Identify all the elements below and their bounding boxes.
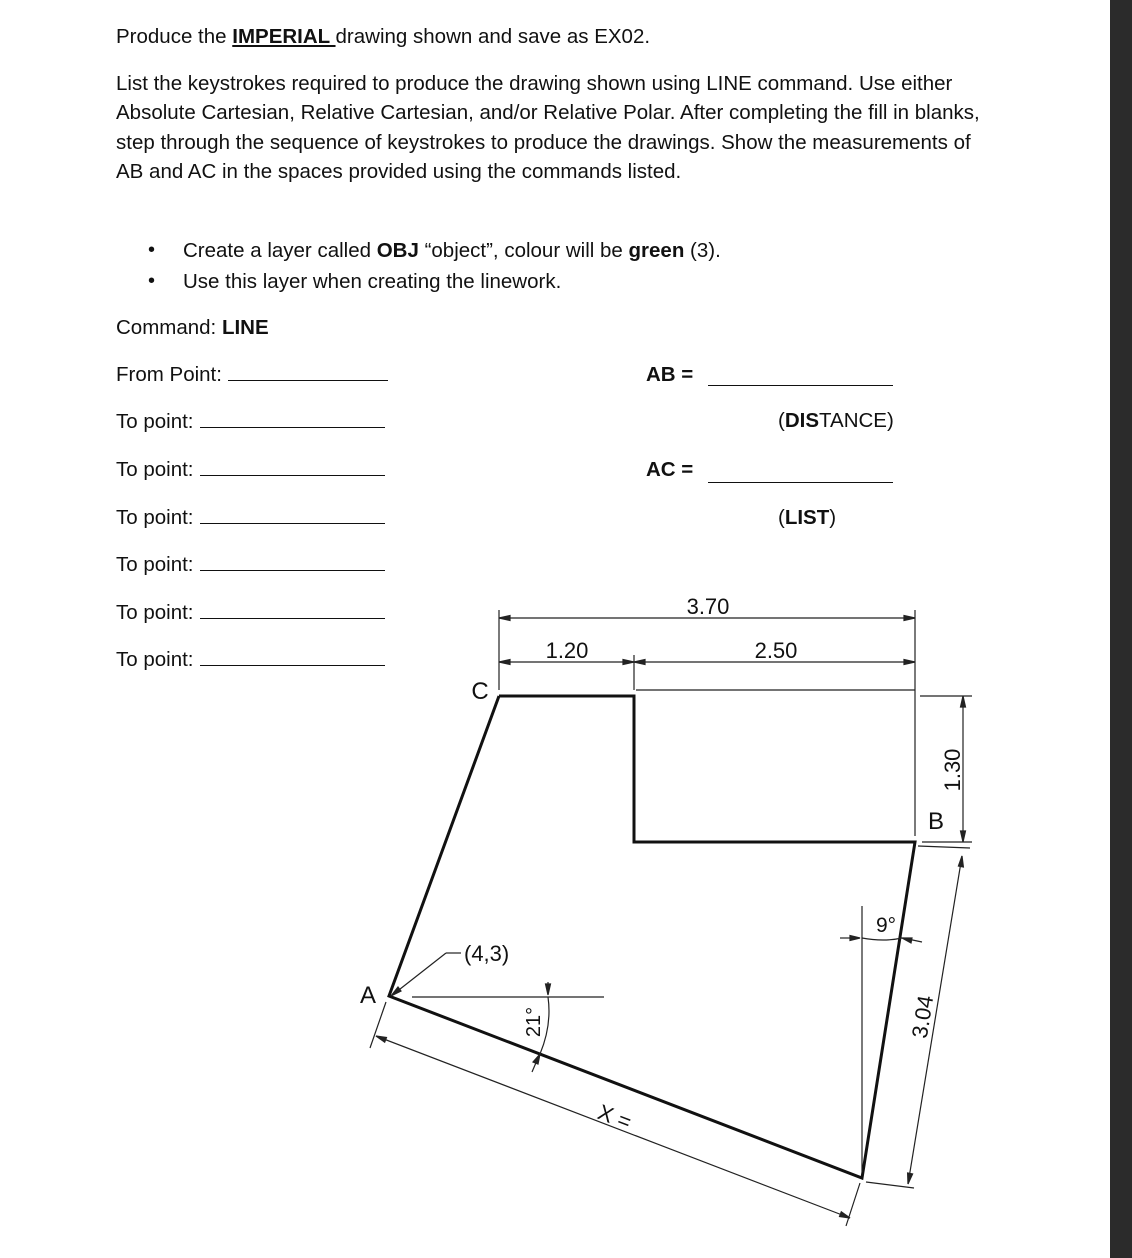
label-a: A <box>359 982 377 1009</box>
label-c: C <box>471 678 489 705</box>
dim-left-text: 1.20 <box>545 638 589 663</box>
distance-hint: (DISTANCE) <box>778 409 894 432</box>
object-outline <box>389 696 915 1178</box>
to-point-field-3[interactable]: To point: <box>116 505 385 530</box>
list-hint: (LIST) <box>778 506 837 529</box>
list-item: • Use this layer when creating the linework. <box>116 266 721 297</box>
dim-vertical-top-text: 1.30 <box>940 748 965 792</box>
to-point-field-6[interactable]: To point: <box>116 647 385 672</box>
to-point-field-2[interactable]: To point: <box>116 457 385 482</box>
exercise-title: Produce the IMPERIAL drawing shown and save as EX02. <box>116 25 651 48</box>
dim-right-text: 2.50 <box>754 638 798 663</box>
to-point-field-5[interactable]: To point: <box>116 600 385 625</box>
bottom-length-text: X = <box>594 1099 635 1135</box>
label-b: B <box>927 808 945 835</box>
ab-label: AB = <box>646 363 694 386</box>
to-point-field-1[interactable]: To point: <box>116 409 385 434</box>
ac-label: AC = <box>646 458 694 481</box>
command-line-label: Command: LINE <box>116 316 269 339</box>
scrollbar[interactable] <box>1110 0 1132 1258</box>
imperial-emphasis: IMPERIAL <box>232 25 336 48</box>
instructions-paragraph: List the keystrokes required to produce the drawing shown using LINE command. Use either Absolute Cartesian, Relative Cartesian, and/or Relative Polar. After completing the fill in blanks, step through the sequence of keystrokes to produce the drawings. Show the measurements of AB and AC in the spaces provided using the commands listed. <box>116 72 980 183</box>
dim-overall-text: 3.70 <box>686 594 730 619</box>
angle-right-dimension <box>840 906 922 1172</box>
list-item: • Create a layer called OBJ “object”, colour will be green (3). <box>116 235 721 266</box>
dim-vertical-right-text: 3.04 <box>906 993 939 1040</box>
from-point-field[interactable]: From Point: <box>116 362 388 387</box>
to-point-field-4[interactable]: To point: <box>116 552 385 577</box>
angle-bottom-text: 21° <box>523 1006 545 1038</box>
point-a-coordinate: (4,3) <box>464 941 510 966</box>
angle-right-text: 9° <box>875 914 897 937</box>
angle-bottom-dimension <box>412 982 604 1072</box>
